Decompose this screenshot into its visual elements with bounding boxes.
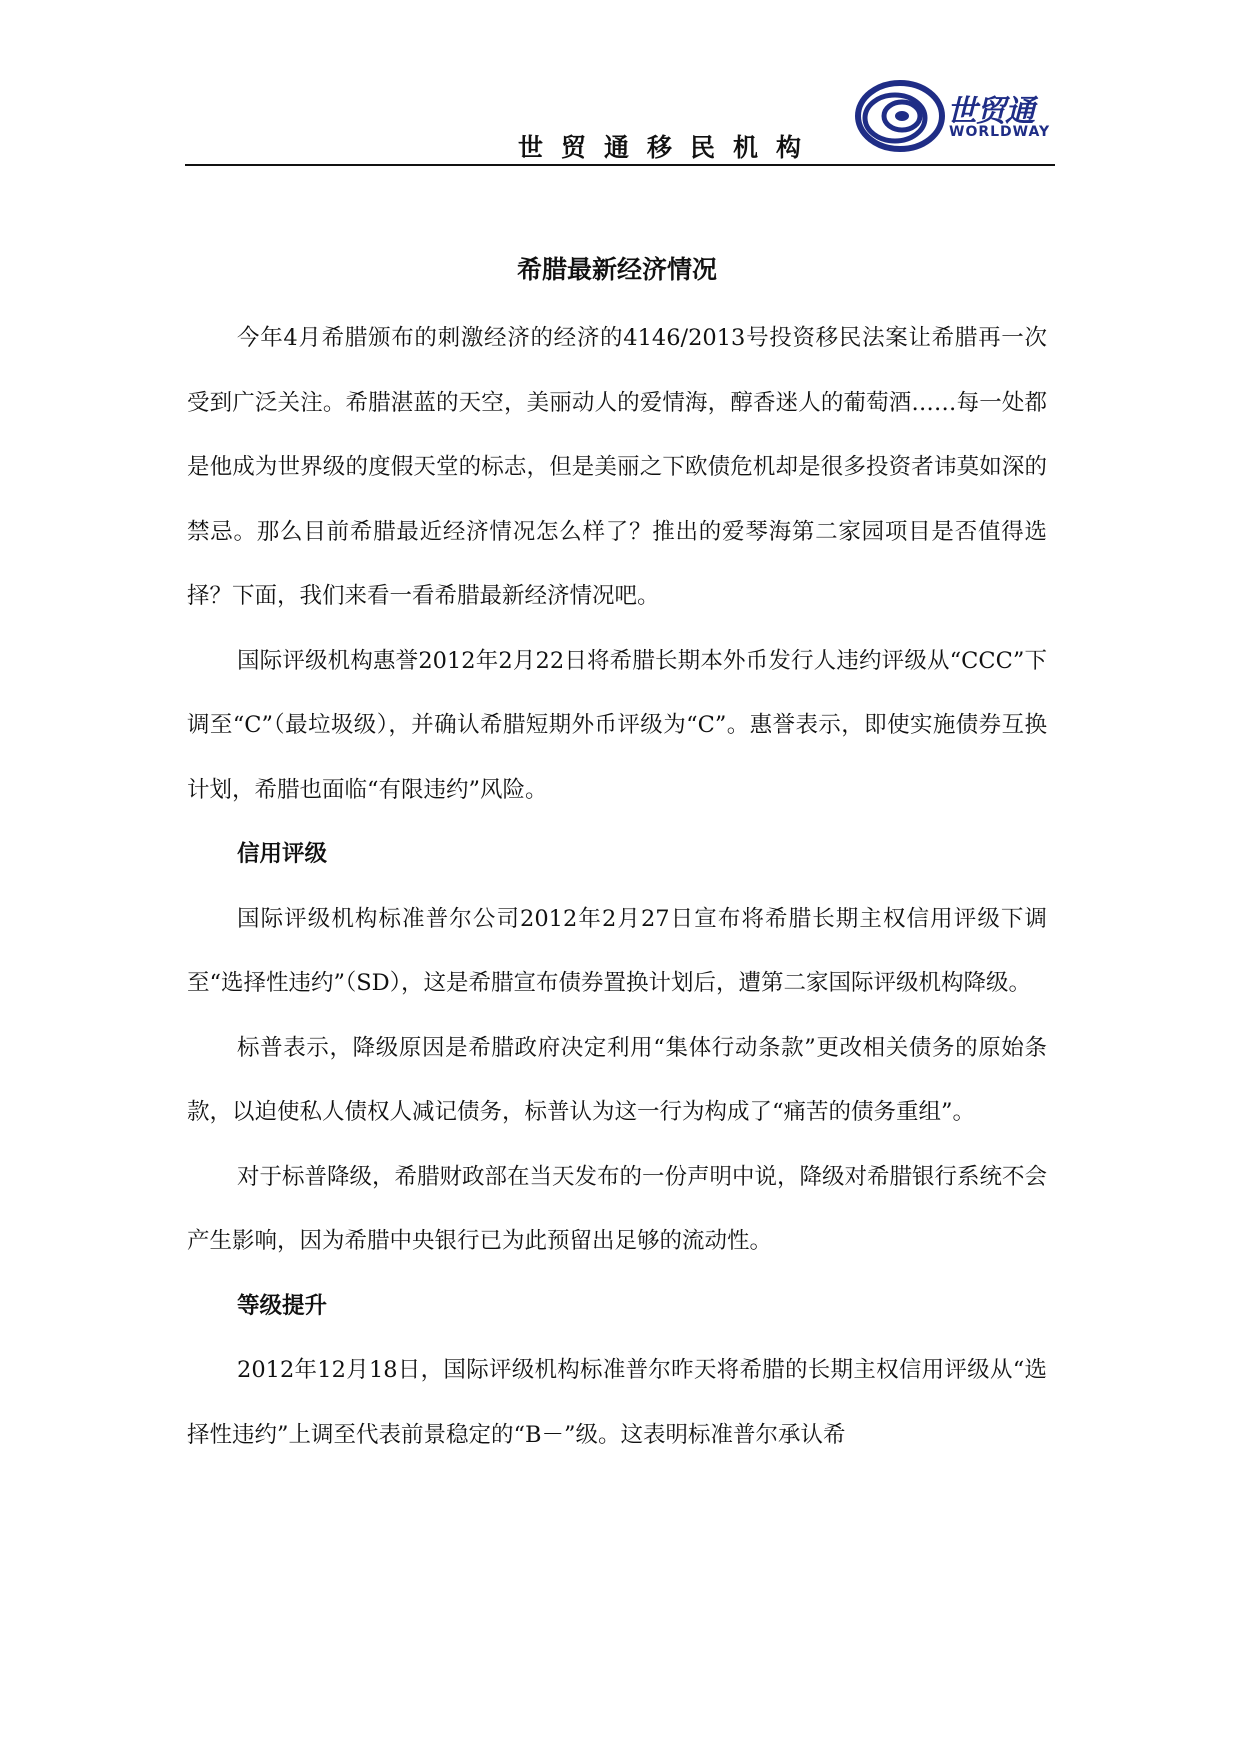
logo-chinese-text: 世贸通 [947,94,1034,129]
section-heading-upgrade: 等级提升 [237,1292,328,1319]
paragraph-upgrade: 2012年12月18日，国际评级机构标准普尔昨天将希腊的长期主权信用评级从“选择性违约”上调至代表前景稳定的“B－”级。这表明标准普尔承认希 [187,1357,1047,1448]
document-body [187,248,1047,1467]
page-header [185,80,1055,166]
logo-english-text: WORLDWAY [949,124,1051,140]
paragraph-fitch: 国际评级机构惠誉2012年2月22日将希腊长期本外币发行人违约评级从“CCC”下调至“C”（最垃圾级），并确认希腊短期外币评级为“C”。惠誉表示，即使实施债券互换计划，希腊也面临“有限违约”风险。 [187,647,1047,803]
paragraph-sp-reason: 标普表示，降级原因是希腊政府决定利用“集体行动条款”更改相关债务的原始条款，以迫使私人债权人减记债务，标普认为这一行为构成了“痛苦的债务重组”。 [187,1034,1047,1125]
logo-swirl-icon [855,80,945,152]
section-heading-credit-rating: 信用评级 [237,841,328,867]
document-title: 希腊最新经济情况 [516,255,717,284]
header-title: 世贸通移民机构 [518,133,820,162]
paragraph-sp-downgrade: 国际评级机构标准普尔公司2012年2月27日宣布将希腊长期主权信用评级下调至“选择性违约”（SD），这是希腊宣布债券置换计划后，遭第二家国际评级机构降级。 [187,905,1047,996]
paragraph-intro: 今年4月希腊颁布的刺激经济的经济的4146/2013号投资移民法案让希腊再一次受到广泛关注。希腊湛蓝的天空，美丽动人的爱情海，醇香迷人的葡萄酒……每一处都是他成为世界级的度假天堂的标志，但是美丽之下欧债危机却是很多投资者讳莫如深的禁忌。那么目前希腊最近经济情况怎么样了？推出的爱琴海第二家园项目是否值得选择？下面，我们来看一看希腊最新经济情况吧。 [187,325,1047,609]
worldway-logo [855,80,1055,152]
paragraph-finance-ministry: 对于标普降级，希腊财政部在当天发布的一份声明中说，降级对希腊银行系统不会产生影响，因为希腊中央银行已为此预留出足够的流动性。 [187,1163,1048,1254]
header-divider [185,164,1055,166]
